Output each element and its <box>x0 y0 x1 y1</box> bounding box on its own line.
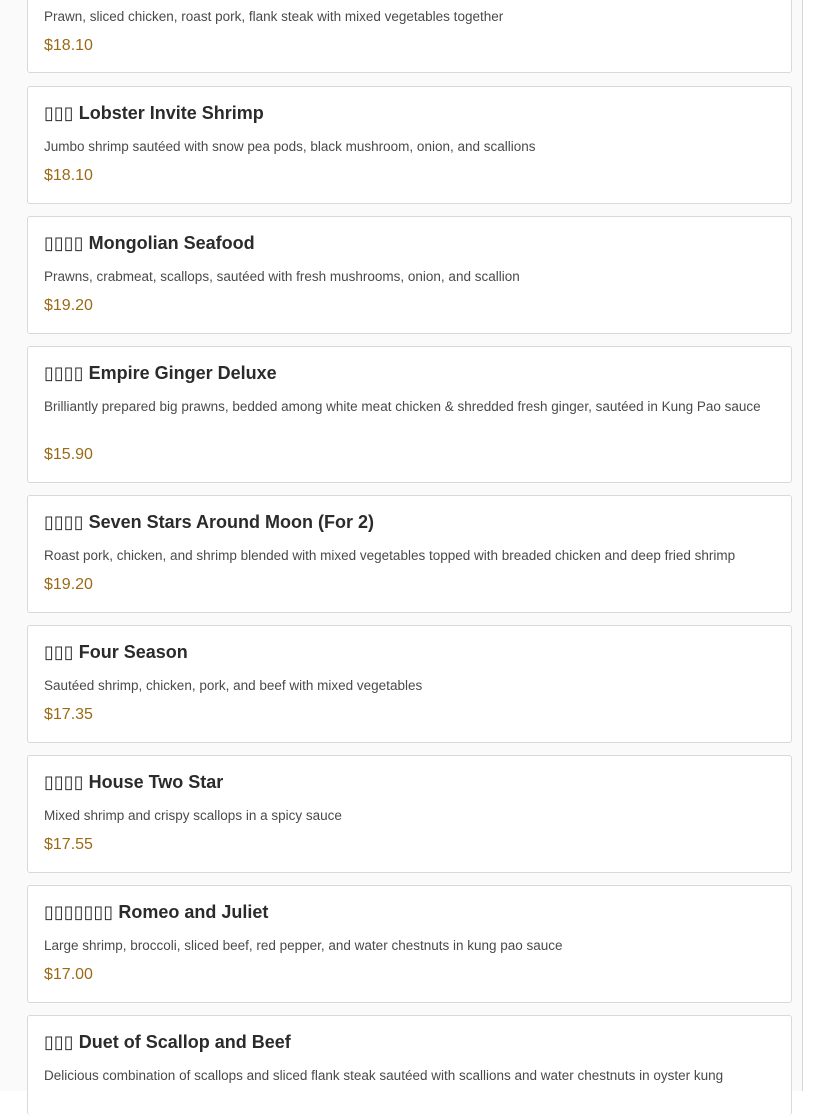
menu-item-name: ▯▯▯▯ House Two Star <box>44 772 224 792</box>
menu-item-name: ▯▯▯ Duet of Scallop and Beef <box>44 1032 291 1052</box>
menu-item-card[interactable] <box>27 495 792 613</box>
menu-item-name: ▯▯▯▯ Mongolian Seafood <box>44 233 255 253</box>
menu-item-name: ▯▯▯▯▯▯▯ Romeo and Juliet <box>44 902 269 922</box>
menu-item-description: Sautéed shrimp, chicken, pork, and beef with mixed vegetables <box>44 678 423 693</box>
menu-item-card[interactable] <box>27 1015 792 1115</box>
menu-item-card[interactable] <box>27 216 792 334</box>
menu-item-price: $17.55 <box>44 836 93 853</box>
menu-item-card[interactable] <box>27 86 792 204</box>
menu-item-price: $18.10 <box>44 167 93 184</box>
menu-item-card[interactable] <box>27 625 792 743</box>
menu-item-name: ▯▯▯▯ Seven Stars Around Moon (For 2) <box>44 512 374 532</box>
menu-item-description: Roast pork, chicken, and shrimp blended with mixed vegetables topped with breaded chicken and deep fried shrimp <box>44 548 736 563</box>
menu-item-card[interactable] <box>27 885 792 1003</box>
menu-item-name: ▯▯▯ Four Season <box>44 642 188 662</box>
menu-item-description: Large shrimp, broccoli, sliced beef, red pepper, and water chestnuts in kung pao sauce <box>44 938 563 953</box>
menu-item-description: Brilliantly prepared big prawns, bedded among white meat chicken & shredded fresh ginger, sautéed in Kung Pao sauce <box>44 399 761 414</box>
menu-item-name: ▯▯▯ Lobster Invite Shrimp <box>44 103 264 123</box>
menu-item-price: $15.90 <box>44 446 93 463</box>
menu-item-price: $18.10 <box>44 37 93 54</box>
menu-item-description: Mixed shrimp and crispy scallops in a spicy sauce <box>44 808 342 823</box>
menu-item-price: $17.35 <box>44 706 93 723</box>
menu-item-description: Prawns, crabmeat, scallops, sautéed with fresh mushrooms, onion, and scallion <box>44 269 520 284</box>
menu-item-price: $19.20 <box>44 297 93 314</box>
menu-item-description: Delicious combination of scallops and sliced flank steak sautéed with scallions and water chestnuts in oyster kung <box>44 1068 724 1083</box>
menu-item-card[interactable] <box>27 0 792 73</box>
menu-item-name: ▯▯▯▯ Empire Ginger Deluxe <box>44 363 277 383</box>
menu-item-description: Prawn, sliced chicken, roast pork, flank steak with mixed vegetables together <box>44 9 504 24</box>
menu-item-price: $19.20 <box>44 576 93 593</box>
menu-item-description: Jumbo shrimp sautéed with snow pea pods, black mushroom, onion, and scallions <box>44 139 536 154</box>
menu-item-card[interactable] <box>27 346 792 483</box>
menu-item-card[interactable] <box>27 755 792 873</box>
menu-item-price: $17.00 <box>44 966 93 983</box>
